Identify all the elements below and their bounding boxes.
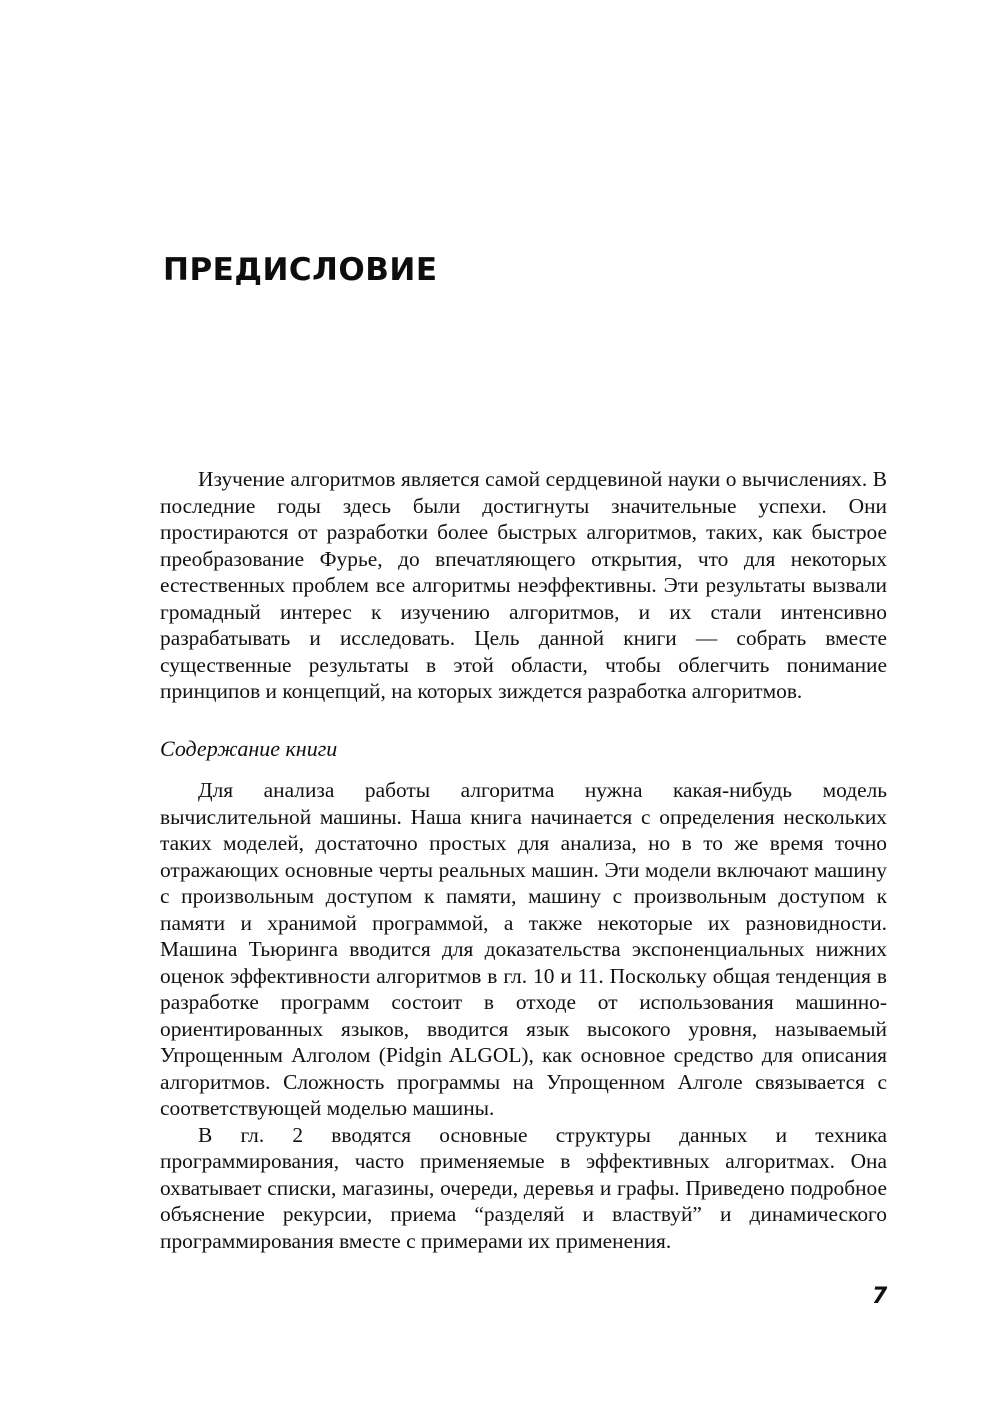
section-paragraph-1: Для анализа работы алгоритма нужна какая-нибудь модель вычислительной машины. Наша книга начинается с определения нескольких таких моделей, достаточно простых для анализа, но в то же время точно отражающих основные черты реальных машин. Эти модели включают машину с произвольным доступом к памяти, машину с произвольным доступом к памяти и хранимой программой, а также некоторые их разновидности. Машина Тьюринга вводится для доказательства экспоненциальных нижних оценок эффективности алгоритмов в гл. 10 и 11. Поскольку общая тенденция в разработке программ состоит в отходе от использования машинно-ориентированных языков, вводится язык высокого уровня, называемый Упрощенным Алголом (Pidgin ALGOL), как основное средство для описания алгоритмов. Сложность программы на Упрощенном Алголе связывается с соответствующей моделью машины.: [160, 778, 887, 1120]
intro-paragraph: Изучение алгоритмов является самой сердцевиной науки о вычислениях. В последние годы здесь были достигнуты значительные успехи. Они простираются от разработки более быстрых алгоритмов, таких, как быстрое преобразование Фурье, до впечатляющего открытия, что для некоторых естественных проблем все алгоритмы неэффективны. Эти результаты вызвали громадный интерес к изучению алгоритмов, и их стали интенсивно разрабатывать и исследовать. Цель данной книги — собрать вместе существенные результаты в этой области, чтобы облегчить понимание принципов и концепций, на которых зиждется разработка алгоритмов.: [160, 467, 887, 703]
chapter-title: ПРЕДИСЛОВИЕ: [163, 252, 438, 288]
section-heading: Содержание книги: [160, 736, 338, 761]
intro-text-block: [160, 466, 887, 705]
section-paragraph-2: В гл. 2 вводятся основные структуры данных и техника программирования, часто применяемые в эффективных алгоритмах. Она охватывает списки, магазины, очереди, деревья и графы. Приведено подробное объяснение рекурсии, приема “разделяй и властвуй” и динамического программирования вместе с примерами их применения.: [160, 1122, 887, 1253]
section-text-block: [160, 777, 887, 1254]
page-number: 7: [872, 1284, 888, 1309]
